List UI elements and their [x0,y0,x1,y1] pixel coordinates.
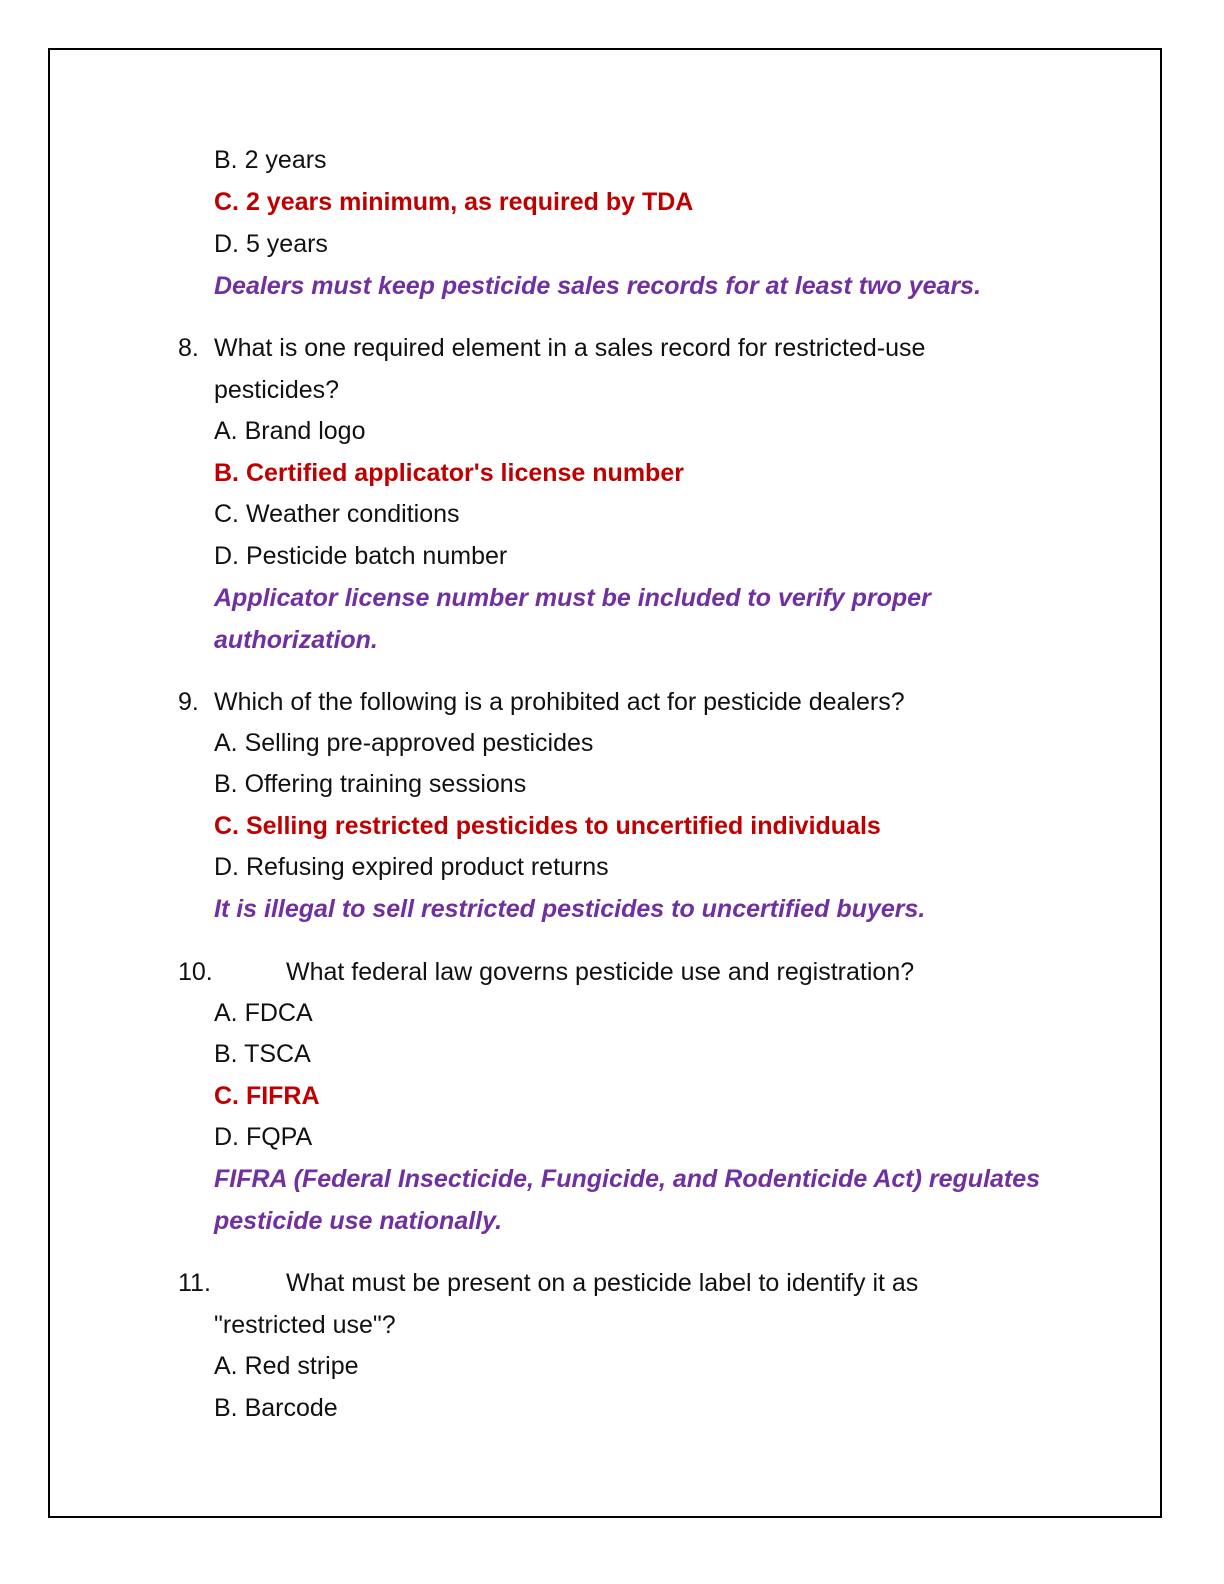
q8-explanation-line2: authorization. [214,626,378,654]
q10-question: What federal law governs pesticide use and registration? [286,958,915,986]
q7-option-c-correct: C. 2 years minimum, as required by TDA [214,188,694,216]
q9-option-a: A. Selling pre-approved pesticides [214,729,594,757]
q9-option-d: D. Refusing expired product returns [214,853,609,881]
q8-option-c: C. Weather conditions [214,500,460,528]
q9-number: 9. [178,688,199,716]
q7-explanation: Dealers must keep pesticide sales records for at least two years. [214,272,982,300]
q8-question-line1: What is one required element in a sales record for restricted-use [214,334,926,362]
q7-option-b: B. 2 years [214,146,327,174]
q9-question: Which of the following is a prohibited act for pesticide dealers? [214,688,905,716]
q8-option-a: A. Brand logo [214,417,366,445]
q11-option-b: B. Barcode [214,1394,338,1422]
q8-option-d: D. Pesticide batch number [214,542,508,570]
q8-number: 8. [178,334,199,362]
q11-option-a: A. Red stripe [214,1352,359,1380]
q8-question-line2: pesticides? [214,376,340,404]
q11-question-line2: "restricted use"? [214,1311,396,1339]
q10-option-b: B. TSCA [214,1040,311,1068]
q10-option-a: A. FDCA [214,999,313,1027]
q8-option-b-correct: B. Certified applicator's license number [214,459,684,487]
q9-option-c-correct: C. Selling restricted pesticides to uncertified individuals [214,812,881,840]
q10-option-c-correct: C. FIFRA [214,1082,320,1110]
q11-number: 11. [178,1269,211,1297]
q10-number: 10. [178,958,213,986]
q10-explanation-line2: pesticide use nationally. [214,1207,503,1235]
q8-explanation-line1: Applicator license number must be included to verify proper [214,584,931,612]
q9-option-b: B. Offering training sessions [214,770,527,798]
q11-question-line1: What must be present on a pesticide label to identify it as [286,1269,919,1297]
q10-explanation-line1: FIFRA (Federal Insecticide, Fungicide, and Rodenticide Act) regulates [214,1165,1041,1193]
q7-option-d: D. 5 years [214,230,328,258]
q9-explanation: It is illegal to sell restricted pesticides to uncertified buyers. [214,895,926,923]
q10-option-d: D. FQPA [214,1123,313,1151]
